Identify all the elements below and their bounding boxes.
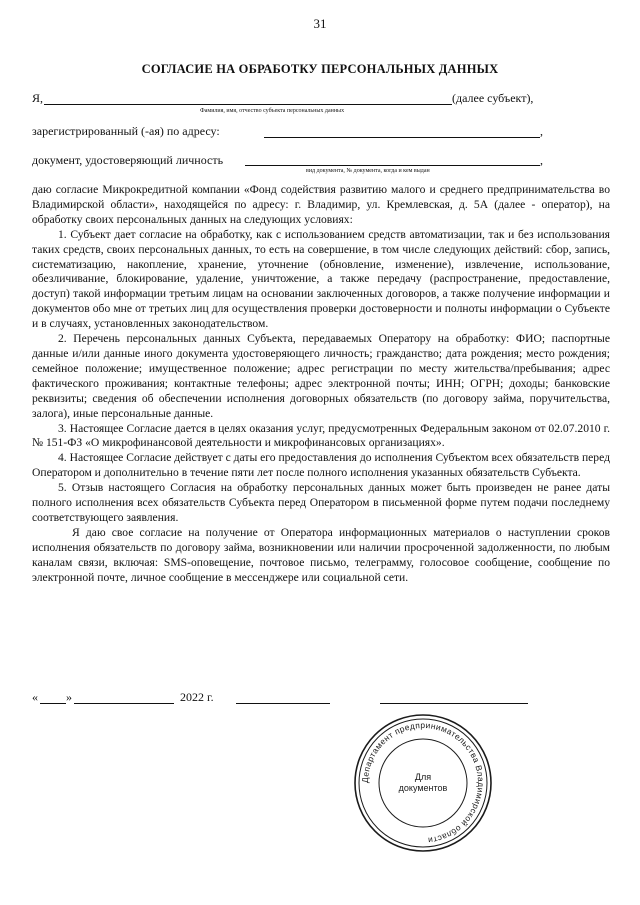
full-name-field[interactable] — [380, 703, 528, 704]
date-month-field[interactable] — [74, 703, 174, 704]
paragraph-4: 4. Настоящее Согласие действует с даты его предоставления до исполнения Субъектом всех обязательств перед Оператором и дополнительно в течение пяти лет после полного исполнения указанных обязательств Субъекта. — [32, 451, 610, 480]
name-caption: Фамилия, имя, отчество субъекта персональных данных — [200, 108, 345, 114]
date-year: 2022 г. — [180, 690, 214, 704]
document-caption: вид документа, № документа, когда и кем выдан — [306, 168, 430, 174]
subject-suffix: (далее субъект), — [452, 91, 534, 105]
stamp-ring-text: Департамент предпринимательства Владимирской области — [359, 719, 487, 846]
document-field[interactable] — [245, 165, 540, 166]
page-title: СОГЛАСИЕ НА ОБРАБОТКУ ПЕРСОНАЛЬНЫХ ДАННЫХ — [141, 62, 499, 76]
signature-field[interactable] — [236, 703, 330, 704]
document-end: , — [540, 153, 543, 167]
address-label: зарегистрированный (-ая) по адресу: — [32, 124, 220, 138]
address-end: , — [540, 124, 543, 138]
paragraph-2: 2. Перечень персональных данных Субъекта, передаваемых Оператору на обработку: ФИО; паспортные данные и/или данные иного документа удостоверяющего личность; гражданство; дата рождения; место рождения; семейное положение; имущественное положение; адрес регистрации по месту жительства/пребывания; адрес фактического проживания; контактные телефоны; адрес электронной почты; ИНН; ОГРН; доходы; банковские реквизиты; сведения об обеспечении исполнения договорных обязательств (по договору займа, поручительства, залога), иные персональные данные. — [32, 332, 610, 420]
i-label: Я, — [32, 91, 44, 105]
paragraph-intro: даю согласие Микрокредитной компании «Фонд содействия развитию малого и среднего предпринимательства во Владимирской области», находящейся по адресу: г. Владимир, ул. Кремлевская, д. 5А (далее - оператор), на обработку своих персональных данных на следующих условиях: — [32, 183, 610, 226]
date-quote-close: » — [66, 690, 72, 704]
address-field[interactable] — [264, 137, 540, 138]
name-field[interactable] — [44, 104, 452, 105]
paragraph-notifications: Я даю свое согласие на получение от Оператора информационных материалов о наступлении сроков исполнения обязательств по договору займа, возникновении или наличии просроченной задолженности, по любым каналам связи, включая: SMS-оповещение, почтовое письмо, телеграмму, голосовое сообщение, сообщение по электронной почте, личное сообщение в мессенджере или социальной сети. — [32, 525, 610, 584]
date-day-field[interactable] — [40, 703, 66, 704]
paragraph-3: 3. Настоящее Согласие дается в целях оказания услуг, предусмотренных Федеральным законом от 02.07.2010 г. № 151-ФЗ «О микрофинансовой деятельности и микрофинансовых организациях». — [32, 421, 610, 450]
page-number: 31 — [313, 16, 327, 31]
document-label: документ, удостоверяющий личность — [32, 153, 224, 167]
date-quote-open: « — [32, 690, 38, 704]
paragraph-1: 1. Субъект дает согласие на обработку, как с использованием средств автоматизации, так и без использования таких средств, своих персональных данных, то есть на совершение, в том числе следующих действий: сбор, запись, систематизацию, накопление, хранение, уточнение (обновление, изменение), извлечение, использование, обезличивание, блокирование, удаление, уничтожение, а также передачу (распространение, предоставление, доступ) такой информации третьим лицам на основании заключенных договоров, а также получение информации и документов обо мне от третьих лиц для осуществления проверки достоверности и полноты информации о Субъекте и в случаях, установленных законодательством. — [32, 227, 610, 331]
official-stamp — [352, 712, 494, 854]
stamp-center-line2: документов — [398, 783, 448, 793]
paragraph-5: 5. Отзыв настоящего Согласия на обработку персональных данных может быть произведен не ранее даты полного исполнения всех обязательств Субъекта перед Оператором в письменной форме путем подачи последнему соответствующего заявления. — [32, 481, 610, 524]
stamp-center-line1: Для — [414, 772, 432, 782]
consent-body — [32, 183, 610, 585]
